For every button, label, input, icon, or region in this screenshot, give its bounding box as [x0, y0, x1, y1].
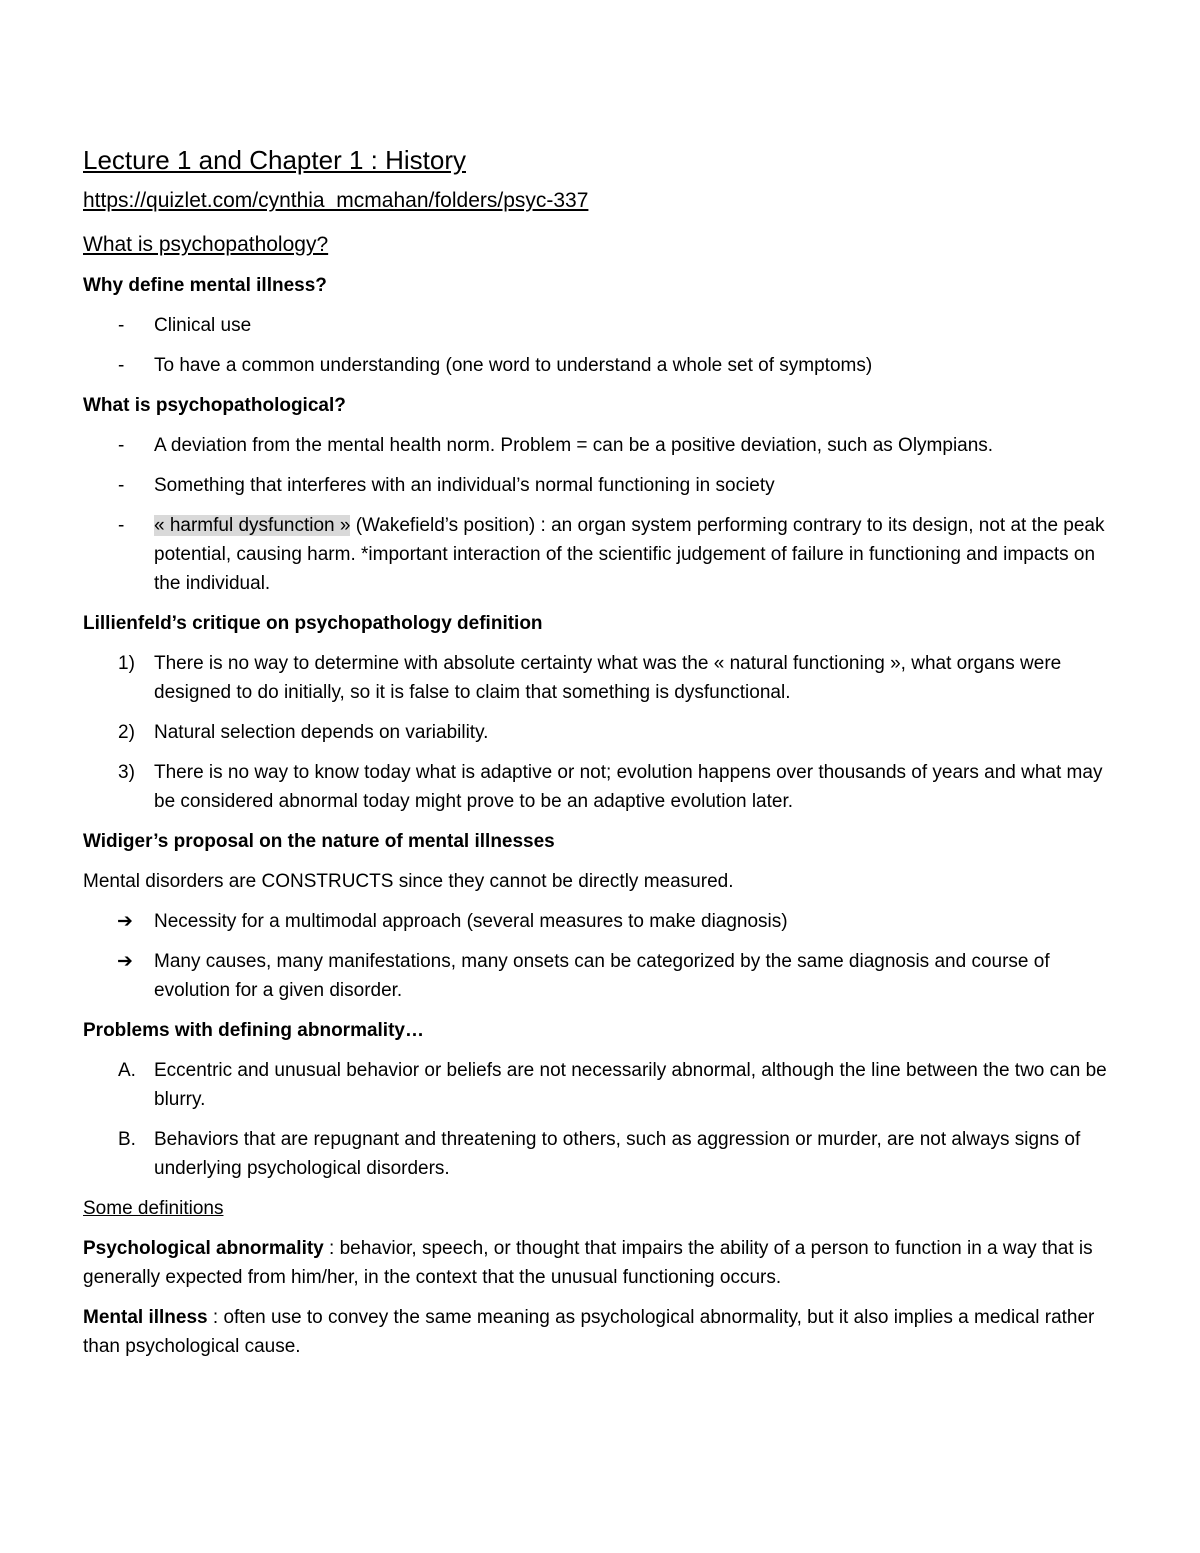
letter-marker: A.	[118, 1060, 136, 1081]
arrow-right-icon: ➔	[117, 911, 133, 932]
why-define-list	[83, 311, 1123, 380]
list-item-text: (Wakefield’s position) : an organ system performing contrary to its design, not at the peak potential, causing harm. *important interaction of the scientific judgement of failure in functioning and impacts on the individual.	[154, 515, 1105, 594]
list-item	[83, 351, 1123, 380]
list-item-text: Eccentric and unusual behavior or beliefs are not necessarily abnormal, although the line between the two can be blurry.	[154, 1060, 1107, 1110]
definition-term: Psychological abnormality	[83, 1238, 324, 1259]
list-item-text: Something that interferes with an individual’s normal functioning in society	[154, 475, 775, 496]
dash-marker: -	[118, 515, 125, 536]
list-item-text: Natural selection depends on variability.	[154, 722, 489, 743]
problems-heading: Problems with defining abnormality…	[83, 1020, 424, 1041]
document-page	[83, 140, 1123, 1372]
number-marker: 1)	[118, 653, 135, 674]
dash-marker: -	[118, 315, 125, 336]
list-item-text: Many causes, many manifestations, many onsets can be categorized by the same diagnosis and course of evolution for a given disorder.	[154, 951, 1050, 1001]
definition-psychological-abnormality	[83, 1234, 1123, 1292]
list-item	[83, 1056, 1123, 1114]
list-item	[83, 311, 1123, 340]
why-define-heading: Why define mental illness?	[83, 275, 327, 296]
lillienfeld-heading: Lillienfeld’s critique on psychopathology definition	[83, 613, 543, 634]
section-heading-psychopathology: What is psychopathology?	[83, 233, 329, 256]
letter-marker: B.	[118, 1129, 136, 1150]
list-item	[83, 947, 1123, 1005]
widiger-list	[83, 907, 1123, 1005]
list-item	[83, 758, 1123, 816]
psychopathological-list	[83, 431, 1123, 598]
definitions-heading: Some definitions	[83, 1198, 224, 1219]
dash-marker: -	[118, 355, 125, 376]
what-is-psychopathological-heading: What is psychopathological?	[83, 395, 346, 416]
list-item	[83, 511, 1123, 598]
list-item-text: There is no way to determine with absolute certainty what was the « natural functioning », what organs were designed to do initially, so it is false to claim that something is dysfunctional.	[154, 653, 1062, 703]
definition-mental-illness	[83, 1303, 1123, 1361]
dash-marker: -	[118, 435, 125, 456]
list-item	[83, 718, 1123, 747]
arrow-right-icon: ➔	[117, 951, 133, 972]
list-item	[83, 431, 1123, 460]
list-item	[83, 649, 1123, 707]
list-item-text: A deviation from the mental health norm. Problem = can be a positive deviation, such as Olympians.	[154, 435, 994, 456]
number-marker: 3)	[118, 762, 135, 783]
list-item-text: There is no way to know today what is adaptive or not; evolution happens over thousands of years and what may be considered abnormal today might prove to be an adaptive evolution later.	[154, 762, 1103, 812]
document-title: Lecture 1 and Chapter 1 : History	[83, 145, 466, 175]
number-marker: 2)	[118, 722, 135, 743]
dash-marker: -	[118, 475, 125, 496]
list-item	[83, 471, 1123, 500]
list-item	[83, 907, 1123, 936]
harmful-dysfunction-highlight: « harmful dysfunction »	[154, 515, 351, 536]
widiger-heading: Widiger’s proposal on the nature of mental illnesses	[83, 831, 555, 852]
list-item-text: Behaviors that are repugnant and threatening to others, such as aggression or murder, are not always signs of underlying psychological disorders.	[154, 1129, 1081, 1179]
list-item-text: Clinical use	[154, 315, 252, 336]
widiger-intro: Mental disorders are CONSTRUCTS since they cannot be directly measured.	[83, 871, 734, 892]
lillienfeld-list	[83, 649, 1123, 816]
definition-text: : behavior, speech, or thought that impairs the ability of a person to function in a way that is generally expected from him/her, in the context that the unusual functioning occurs.	[83, 1238, 1093, 1288]
list-item-text: To have a common understanding (one word to understand a whole set of symptoms)	[154, 355, 873, 376]
definition-term: Mental illness	[83, 1307, 208, 1328]
list-item-text: Necessity for a multimodal approach (several measures to make diagnosis)	[154, 911, 788, 932]
problems-list	[83, 1056, 1123, 1183]
list-item	[83, 1125, 1123, 1183]
quizlet-link[interactable]: https://quizlet.com/cynthia_mcmahan/folders/psyc-337	[83, 189, 589, 212]
definition-text: : often use to convey the same meaning as psychological abnormality, but it also implies a medical rather than psychological cause.	[83, 1307, 1095, 1357]
